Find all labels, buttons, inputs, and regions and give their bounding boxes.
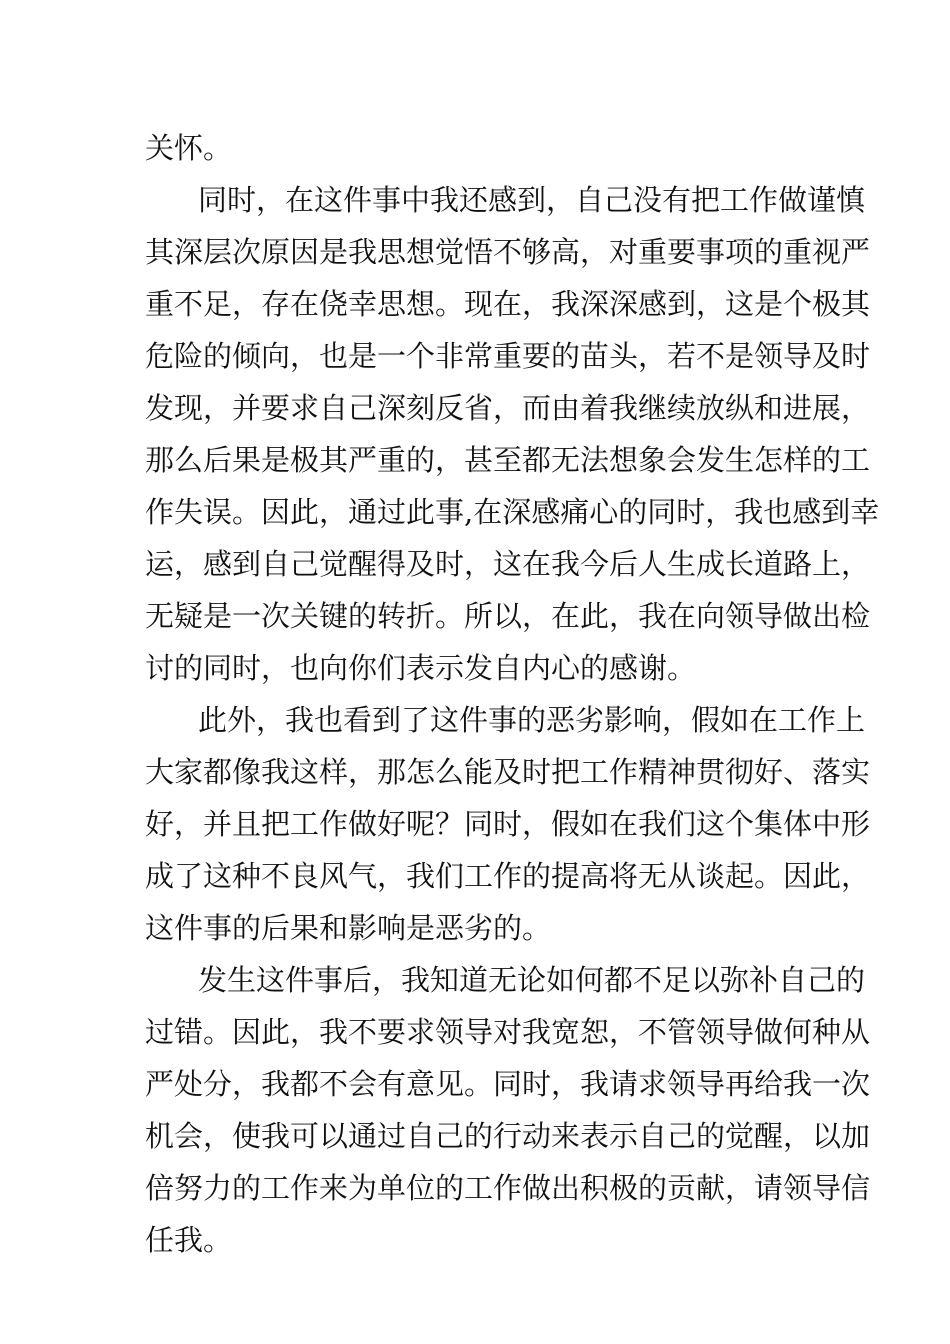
- text-line: 机会，使我可以通过自己的行动来表示自己的觉醒，以加: [145, 1119, 871, 1153]
- text-line: 无疑是一次关键的转折。所以，在此，我在向领导做出检: [145, 599, 871, 633]
- text-line: 好，并且把工作做好呢？同时，假如在我们这个集体中形: [145, 807, 871, 841]
- paragraph-first-line: 此外，我也看到了这件事的恶劣影响，假如在工作上: [198, 703, 866, 737]
- paragraph-first-line: 发生这件事后，我知道无论如何都不足以弥补自己的: [198, 963, 866, 997]
- text-line: 任我。: [145, 1223, 233, 1257]
- text-line: 倍努力的工作来为单位的工作做出积极的贡献，请领导信: [145, 1171, 871, 1205]
- text-line: 这件事的后果和影响是恶劣的。: [145, 911, 552, 945]
- text-line: 重不足，存在侥幸思想。现在，我深深感到，这是个极其: [145, 287, 871, 321]
- text-line: 危险的倾向，也是一个非常重要的苗头，若不是领导及时: [145, 339, 871, 373]
- text-line: 大家都像我这样，那怎么能及时把工作精神贯彻好、落实: [145, 755, 871, 789]
- text-line: 关怀。: [145, 131, 233, 165]
- text-line: 其深层次原因是我思想觉悟不够高，对重要事项的重视严: [145, 235, 871, 269]
- text-line: 过错。因此，我不要求领导对我宽恕，不管领导做何种从: [145, 1015, 871, 1049]
- text-line: 运，感到自己觉醒得及时，这在我今后人生成长道路上，: [145, 547, 871, 581]
- text-line: 讨的同时，也向你们表示发自内心的感谢。: [145, 651, 697, 685]
- text-line: 成了这种不良风气，我们工作的提高将无从谈起。因此，: [145, 859, 871, 893]
- text-line: 严处分，我都不会有意见。同时，我请求领导再给我一次: [145, 1067, 871, 1101]
- paragraph-first-line: 同时，在这件事中我还感到，自己没有把工作做谨慎: [198, 183, 866, 217]
- text-line: 那么后果是极其严重的，甚至都无法想象会发生怎样的工: [145, 443, 871, 477]
- text-line: 发现，并要求自己深刻反省，而由着我继续放纵和进展，: [145, 391, 871, 425]
- text-line: 作失误。因此，通过此事,在深感痛心的同时，我也感到幸: [145, 495, 880, 529]
